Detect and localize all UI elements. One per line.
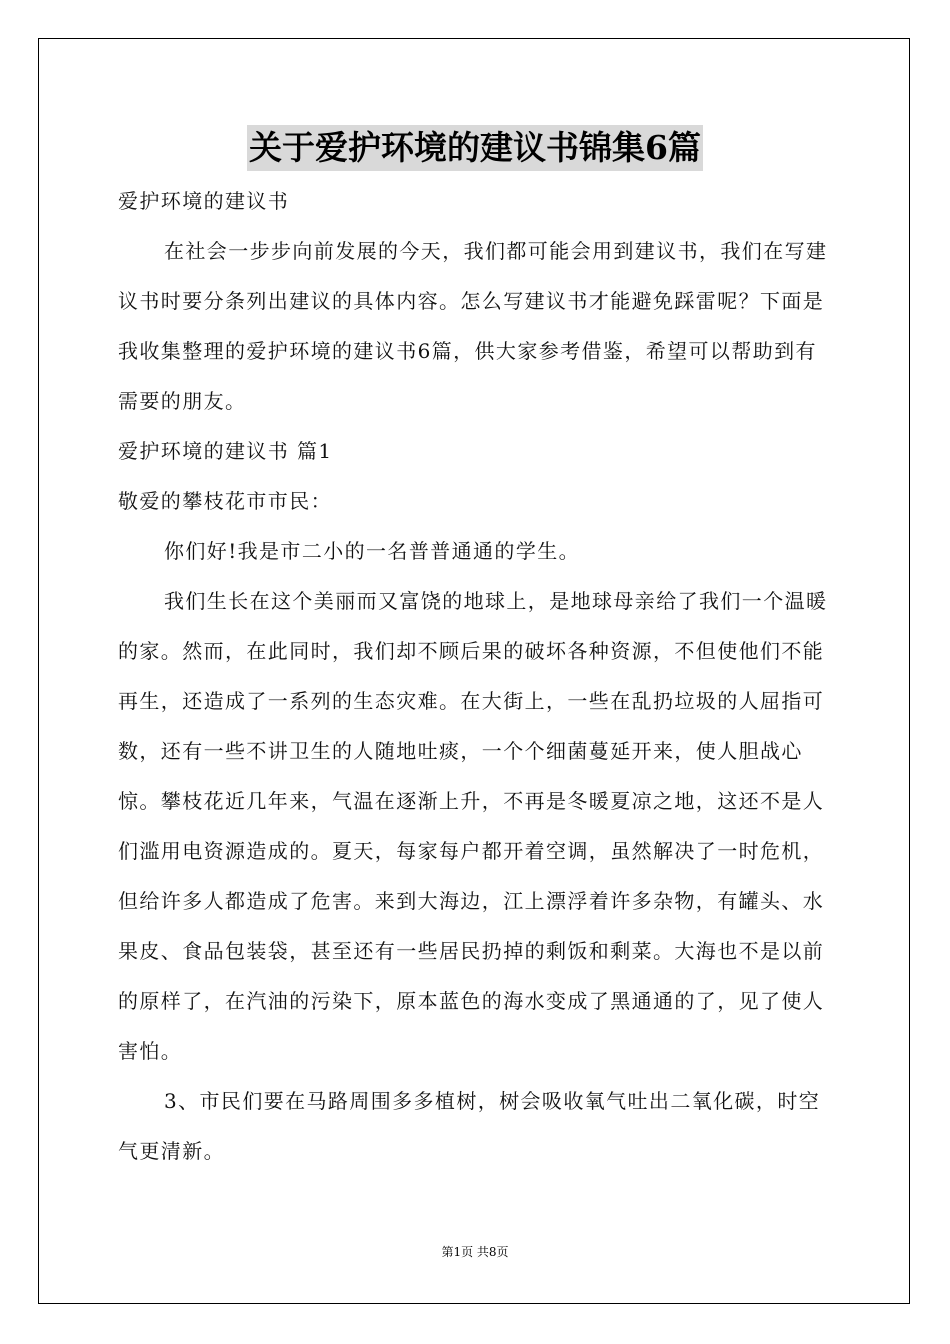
title-container (0, 125, 950, 171)
greeting-paragraph: 你们好!我是市二小的一名普普通通的学生。 (164, 539, 581, 563)
intro-paragraph: 在社会一步步向前发展的今天，我们都可能会用到建议书，我们在写建议书时要分条列出建议的具体内容。怎么写建议书才能避免踩雷呢？下面是我收集整理的爱护环境的建议书6篇，供大家参考借鉴，希望可以帮助到有需要的朋友。 (118, 239, 828, 413)
suggestion-paragraph: 3、市民们要在马路周围多多植树，树会吸收氧气吐出二氧化碳，时空气更清新。 (118, 1089, 821, 1163)
main-paragraph: 我们生长在这个美丽而又富饶的地球上，是地球母亲给了我们一个温暖的家。然而，在此同时，我们却不顾后果的破坏各种资源，不但使他们不能再生，还造成了一系列的生态灾难。在大街上，一些在乱扔垃圾的人屈指可数，还有一些不讲卫生的人随地吐痰，一个个细菌蔓延开来，使人胆战心惊。攀枝花近几年来，气温在逐渐上升，不再是冬暖夏凉之地，这还不是人们滥用电资源造成的。夏天，每家每户都开着空调，虽然解决了一时危机，但给许多人都造成了危害。来到大海边，江上漂浮着许多杂物，有罐头、水果皮、食品包装袋，甚至还有一些居民扔掉的剩饭和剩菜。大海也不是以前的原样了，在汽油的污染下，原本蓝色的海水变成了黑通通的了，见了使人害怕。 (118, 589, 828, 1063)
section-heading: 爱护环境的建议书 篇1 (118, 439, 333, 463)
document-body (118, 176, 838, 1176)
subtitle: 爱护环境的建议书 (118, 189, 290, 213)
page-footer: 第1页 共8页 (441, 1245, 509, 1259)
salutation: 敬爱的攀枝花市市民： (118, 489, 332, 513)
document-title: 关于爱护环境的建议书锦集6篇 (247, 125, 703, 171)
